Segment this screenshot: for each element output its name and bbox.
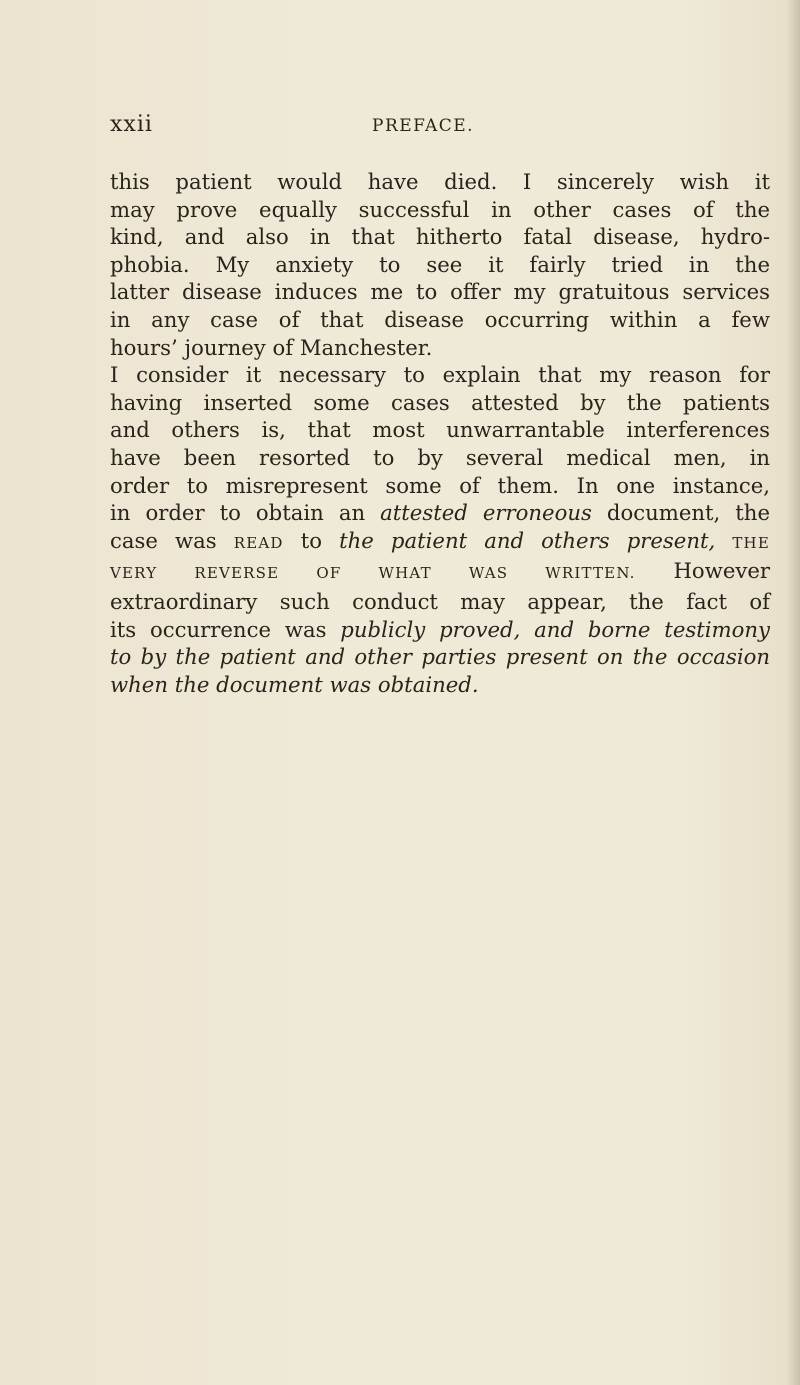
text-line xyxy=(110,499,770,527)
text-line xyxy=(110,168,770,196)
text-run: in order to obtain an xyxy=(110,500,381,526)
text-line xyxy=(110,251,770,279)
text-line xyxy=(110,416,770,444)
text-run: latter disease induces me to offer my gratuitous services xyxy=(110,279,770,305)
text-line xyxy=(110,361,770,389)
text-run: case was xyxy=(110,527,234,553)
page-number: xxii xyxy=(110,112,153,137)
text-run: have been resorted to by several medical men, in xyxy=(110,444,770,470)
text-run xyxy=(715,528,732,553)
text-line xyxy=(110,278,770,306)
running-head xyxy=(110,112,770,142)
text-line xyxy=(110,389,770,417)
small-caps-run: THE xyxy=(732,533,770,552)
small-caps-run: READ xyxy=(233,533,284,552)
text-run: extraordinary such conduct may appear, the fact of xyxy=(110,588,770,614)
body-text xyxy=(110,168,770,698)
text-run: order to misrepresent some of them. In one instance, xyxy=(110,472,770,498)
text-line xyxy=(110,643,770,671)
text-run: its occurrence was xyxy=(110,616,341,642)
text-run: to xyxy=(283,527,340,553)
text-line xyxy=(110,616,770,644)
small-caps-run: VERY REVERSE OF WHAT WAS WRITTEN. xyxy=(110,564,636,583)
text-line xyxy=(110,557,770,588)
text-line xyxy=(110,527,770,558)
text-run: However xyxy=(635,558,771,584)
text-line xyxy=(110,306,770,334)
italic-run: to by the patient and other parties present on the occasion xyxy=(110,644,770,670)
text-line xyxy=(110,472,770,500)
text-run: document, the xyxy=(591,500,770,526)
text-run: hours’ journey of Manchester. xyxy=(110,334,433,360)
text-run: this patient would have died. I sincerely wish it xyxy=(110,169,770,194)
text-run: may prove equally successful in other cases of the xyxy=(110,196,770,222)
text-line xyxy=(110,671,770,699)
text-line xyxy=(110,444,770,472)
page-edge-shadow xyxy=(786,0,800,1385)
italic-run: when the document was obtained. xyxy=(110,671,479,697)
text-run: having inserted some cases attested by the patients xyxy=(110,389,770,415)
text-run: phobia. My anxiety to see it fairly tried in the xyxy=(110,251,770,277)
text-line xyxy=(110,223,770,251)
running-title: PREFACE. xyxy=(372,116,475,136)
text-run: kind, and also in that hitherto fatal disease, hydro- xyxy=(110,224,770,250)
text-run: in any case of that disease occurring within a few xyxy=(110,306,770,332)
text-line xyxy=(110,588,770,616)
italic-run: publicly proved, and borne testimony xyxy=(340,616,770,642)
text-line xyxy=(110,334,770,362)
text-run: and others is, that most unwarrantable interferences xyxy=(110,417,770,443)
italic-run: the patient and others present, xyxy=(339,527,716,553)
italic-run: attested erroneous xyxy=(380,500,592,526)
text-run: I consider it necessary to explain that my reason for xyxy=(110,362,770,388)
text-line xyxy=(110,196,770,224)
